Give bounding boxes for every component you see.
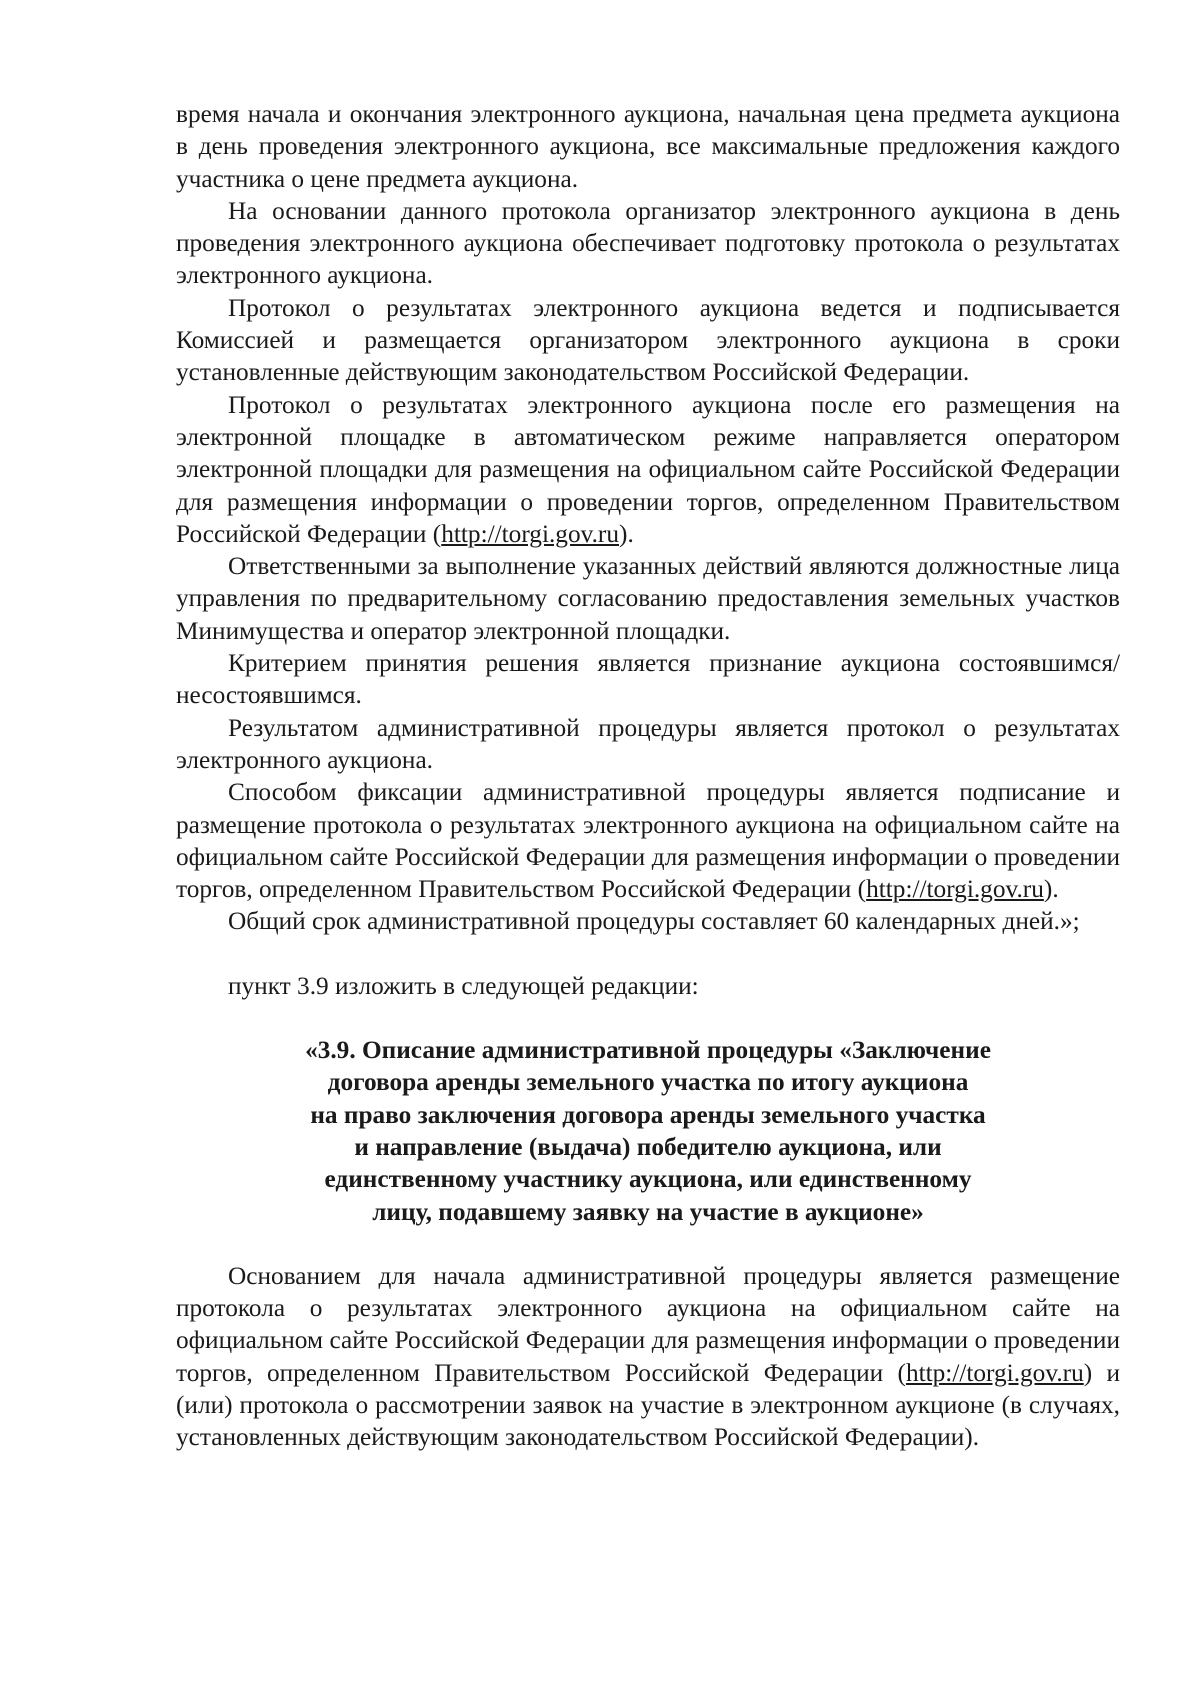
heading-line: единственному участнику аукциона, или единственному: [324, 1165, 972, 1194]
paragraph: [176, 1260, 1120, 1454]
heading-line: «3.9. Описание административной процедуры «Заключение: [305, 1036, 991, 1065]
heading-line: договора аренды земельного участка по итогу аукциона: [327, 1068, 969, 1097]
paragraph-text: На основании данного протокола организатор электронного аукциона в день проведения электронного аукциона обеспечивает подготовку протокола о результатах электронного аукциона.: [176, 196, 1120, 290]
paragraph: [176, 550, 1120, 647]
paragraph-text: Результатом административной процедуры является протокол о результатах электронного аукциона.: [176, 713, 1120, 774]
paragraph-text: ) и (или) протокола о рассмотрении заявок на участие в электронном аукционе (в случаях, установленных действующим законодательством Российской Федерации).: [176, 1358, 1120, 1452]
paragraph-text: Критерием принятия решения является признание аукциона состоявшимся/несостоявшимся.: [176, 649, 1120, 710]
paragraph-text: ).: [1043, 875, 1059, 904]
paragraph: [176, 195, 1120, 292]
section-heading: [176, 1034, 1120, 1228]
heading-line: и направление (выдача) победителю аукциона, или: [354, 1132, 942, 1161]
paragraph-text: Протокол о результатах электронного аукциона после его размещения на электронной площадке в автоматическом режиме направляется оператором электронной площадки для размещения на официальном сайте Российской Федерации для размещения информации о проведении торгов, определенном Правительством Российской Федерации (: [176, 390, 1120, 548]
torgi-link[interactable]: http://torgi.gov.ru: [441, 519, 620, 548]
paragraph-text: ).: [619, 519, 634, 548]
heading-line: лицу, подавшему заявку на участие в аукционе»: [372, 1197, 924, 1226]
paragraph: [176, 647, 1120, 712]
paragraph-text: Основанием для начала административной процедуры является размещение протокола о результатах электронного аукциона на официальном сайте на официальном сайте Российской Федерации для размещения информации о проведении торгов, определенном Правительством Российской Федерации (: [176, 1261, 1120, 1387]
paragraph-text: Способом фиксации административной процедуры является подписание и размещение протокола о результатах электронного аукциона на официальном сайте на официальном сайте Российской Федерации для размещения информации о проведении торгов, определенном Правительством Российской Федерации (: [176, 778, 1120, 904]
document-body-top: [176, 98, 1120, 938]
document-body-bottom: [176, 1260, 1120, 1454]
paragraph: [176, 712, 1120, 777]
paragraph: [176, 98, 1120, 195]
paragraph-text: время начала и окончания электронного аукциона, начальная цена предмета аукциона в день проведения электронного аукциона, все максимальные предложения каждого участника о цене предмета аукциона.: [176, 100, 1120, 193]
paragraph: [176, 389, 1120, 550]
torgi-link[interactable]: http://torgi.gov.ru: [866, 875, 1044, 904]
paragraph: [176, 776, 1120, 905]
paragraph-text: Ответственными за выполнение указанных действий являются должностные лица управления по предварительному согласованию предоставления земельных участков Минимущества и оператор электронной площадки.: [176, 552, 1120, 645]
paragraph: [176, 292, 1120, 389]
document-page: [176, 98, 1120, 1454]
heading-line: на право заключения договора аренды земельного участка: [310, 1100, 986, 1129]
paragraph: [176, 905, 1120, 937]
paragraph-text: Общий срок административной процедуры составляет 60 календарных дней.»;: [228, 907, 1080, 936]
torgi-link[interactable]: http://torgi.gov.ru: [905, 1358, 1084, 1387]
paragraph-text: Протокол о результатах электронного аукциона ведется и подписывается Комиссией и размещается организатором электронного аукциона в сроки установленные действующим законодательством Российской Федерации.: [176, 293, 1120, 387]
amendment-line: пункт 3.9 изложить в следующей редакции:: [228, 971, 699, 1000]
